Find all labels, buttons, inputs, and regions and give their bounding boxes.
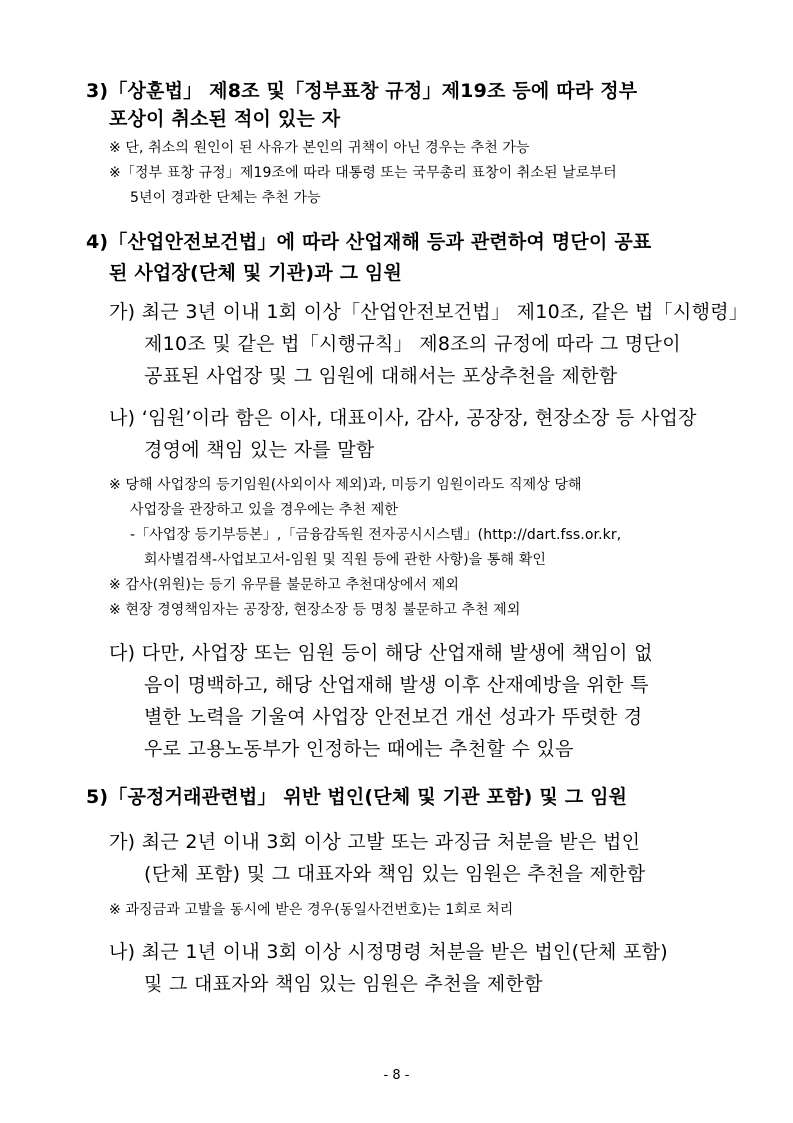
section-5-heading: 5)「공정거래관련법」 위반 법인(단체 및 기관 포함) 및 그 임원 (86, 786, 628, 808)
item-na-cont: 경영에 책임 있는 자를 말함 (144, 439, 375, 461)
item-ga-cont: (단체 포함) 및 그 대표자와 책임 있는 임원은 추천을 제한함 (144, 863, 646, 885)
note-line: ※ 감사(위원)는 등기 유무를 불문하고 추천대상에서 제외 (109, 577, 459, 593)
item-ga-cont: 공표된 사업장 및 그 임원에 대해서는 포상추천을 제한함 (144, 365, 618, 387)
item-na: 나) 최근 1년 이내 3회 이상 시정명령 처분을 받은 법인(단체 포함) (109, 941, 669, 963)
item-ga-cont: 제10조 및 같은 법「시행규칙」 제8조의 규정에 따라 그 명단이 (144, 333, 681, 355)
page-number: - 8 - (383, 1068, 410, 1083)
item-da-cont: 우로 고용노동부가 인정하는 때에는 추천할 수 있음 (144, 738, 574, 760)
note-line: ※ 현장 경영책임자는 공장장, 현장소장 등 명칭 불문하고 추천 제외 (109, 602, 521, 618)
item-na: 나) ‘임원’이라 함은 이사, 대표이사, 감사, 공장장, 현장소장 등 사업장 (109, 407, 697, 429)
item-ga: 가) 최근 3년 이내 1회 이상「산업안전보건법」 제10조, 같은 법「시행령」 (109, 301, 749, 323)
note-line-cont: 사업장을 관장하고 있을 경우에는 추천 제한 (130, 502, 398, 518)
section-3-heading-cont: 포상이 취소된 적이 있는 자 (109, 108, 341, 130)
item-da: 다) 다만, 사업장 또는 임원 등이 해당 산업재해 발생에 책임이 없 (109, 642, 653, 664)
item-na-cont: 및 그 대표자와 책임 있는 임원은 추천을 제한함 (144, 973, 543, 995)
note-line-cont: 5년이 경과한 단체는 추천 가능 (130, 190, 321, 206)
note-line: ※ 과징금과 고발을 동시에 받은 경우(동일사건번호)는 1회로 처리 (109, 902, 514, 918)
note-subitem-cont: 회사별검색-사업보고서-임원 및 직원 등에 관한 사항)을 통해 확인 (144, 552, 546, 568)
section-4-heading-cont: 된 사업장(단체 및 기관)과 그 임원 (109, 262, 403, 284)
section-4-heading: 4)「산업안전보건법」에 따라 산업재해 등과 관련하여 명단이 공표 (86, 231, 652, 253)
item-ga: 가) 최근 2년 이내 3회 이상 고발 또는 과징금 처분을 받은 법인 (109, 831, 641, 853)
item-da-cont: 별한 노력을 기울여 사업장 안전보건 개선 성과가 뚜렷한 경 (144, 706, 643, 728)
note-line: ※「정부 표창 규정」제19조에 따라 대통령 또는 국무총리 표창이 취소된 날로부터 (109, 165, 617, 181)
note-line: ※ 당해 사업장의 등기임원(사외이사 제외)과, 미등기 임원이라도 직제상 당해 (109, 477, 582, 493)
item-da-cont: 음이 명백하고, 해당 산업재해 발생 이후 산재예방을 위한 특 (144, 674, 649, 696)
section-3-heading: 3)「상훈법」 제8조 및「정부표창 규정」제19조 등에 따라 정부 (86, 80, 638, 102)
note-line: ※ 단, 취소의 원인이 된 사유가 본인의 귀책이 아닌 경우는 추천 가능 (109, 140, 530, 156)
note-subitem: -「사업장 등기부등본」,「금융감독원 전자공시시스템」(http://dart.fss.or.kr, (130, 527, 622, 543)
